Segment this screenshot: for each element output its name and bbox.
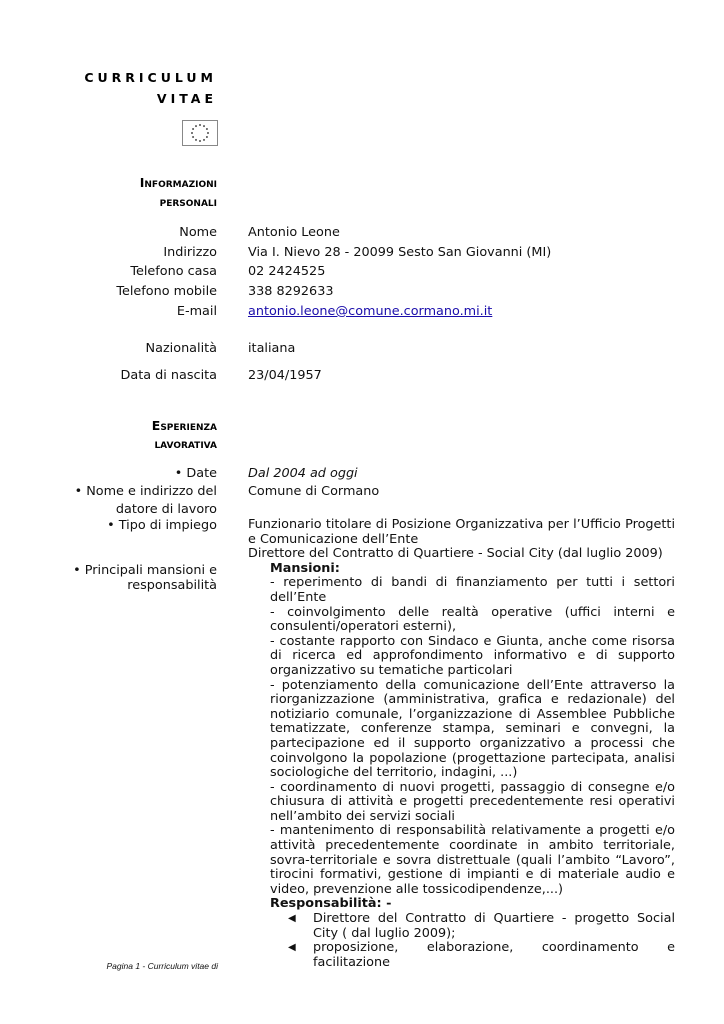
value-telefono-mobile: 338 8292633 (248, 284, 334, 299)
section-title-personal-2: personali (159, 194, 217, 209)
label-indirizzo: Indirizzo (163, 245, 217, 260)
value-data-nascita: 23/04/1957 (248, 368, 322, 383)
cv-title-line1: CURRICULUM (84, 70, 217, 85)
label-nazionalita: Nazionalità (145, 341, 217, 356)
label-nome: Nome (179, 225, 217, 240)
value-nazionalita: italiana (248, 341, 296, 356)
mansioni-item: - mantenimento di responsabilità relativamente a progetti e/o attività precedentemente coordinate in ambito territoriale, sovra-territoriale e sovra distrettuale (quali l’ambito “Lavoro”, tirocini formativi, gestione di impianti e di materiale audio e video, prevenzione alle tossicodipendenze,...) (270, 823, 675, 897)
responsabilita-text: proposizione, elaborazione, coordinamento e facilitazione (313, 940, 675, 970)
mansioni-item: - coordinamento di nuovi progetti, passaggio di consegne e/o chiusura di attività e progetti precedentemente resi operativi nell’ambito dei servizi sociali (270, 779, 675, 824)
label-duties-1: • Principali mansioni e (73, 563, 217, 578)
left-triangle-bullet-icon: ◀ (288, 942, 296, 954)
label-telefono-mobile: Telefono mobile (116, 284, 217, 299)
mansioni-heading: Mansioni: (270, 560, 340, 576)
section-title-personal-1: Informazioni (139, 175, 217, 190)
section-title-experience-1: Esperienza (151, 418, 217, 433)
label-employer-1: • Nome e indirizzo del (74, 484, 217, 499)
responsabilita-list (288, 912, 675, 970)
value-date: Dal 2004 ad oggi (248, 466, 358, 481)
email-link[interactable]: antonio.leone@comune.cormano.mi.it (248, 304, 493, 319)
responsabilita-item (288, 912, 675, 941)
eu-flag-icon (182, 120, 218, 146)
value-nome: Antonio Leone (248, 225, 340, 240)
label-date: • Date (174, 466, 217, 481)
responsabilita-text: Direttore del Contratto di Quartiere - progetto Social City ( dal luglio 2009); (313, 911, 675, 941)
director-line: Direttore del Contratto di Quartiere - Social City (dal luglio 2009) (248, 546, 663, 562)
cv-title-line2: VITAE (156, 91, 217, 106)
responsabilita-heading: Responsabilità: - (270, 896, 392, 912)
label-data-nascita: Data di nascita (120, 368, 217, 383)
label-duties-2: responsabilità (127, 578, 217, 593)
value-type: Funzionario titolare di Posizione Organizzativa per l’Ufficio Progetti e Comunicazione dell’Ente (248, 517, 675, 547)
value-indirizzo: Via I. Nievo 28 - 20099 Sesto San Giovanni (MI) (248, 245, 552, 260)
label-type: • Tipo di impiego (107, 518, 217, 533)
section-title-experience-2: lavorativa (154, 436, 217, 451)
experience-body (248, 518, 675, 970)
mansioni-item: - potenziamento della comunicazione dell’Ente attraverso la riorganizzazione (amministrativa, grafica e redazionale) del notiziario comunale, l’organizzazione di Assemblee Pubbliche tematizzate, conferenze stampa, seminari e convegni, la partecipazione ed il supporto organizzativo a processi che coinvolgono la popolazione (progettazione partecipata, analisi sociologiche del territorio, indagini, ...) (270, 677, 675, 781)
responsabilita-item (288, 941, 675, 970)
label-employer-2: datore di lavoro (115, 502, 217, 517)
label-email: E-mail (176, 304, 217, 319)
left-triangle-bullet-icon: ◀ (288, 913, 296, 925)
label-telefono-casa: Telefono casa (130, 264, 217, 279)
mansioni-item: - coinvolgimento delle realtà operative (uffici interni e consulenti/operatori esterni), (270, 604, 675, 635)
page-footer: Pagina 1 - Curriculum vitae di (106, 961, 218, 971)
mansioni-item: - reperimento di bandi di finanziamento per tutti i settori dell’Ente (270, 575, 675, 605)
value-telefono-casa: 02 2424525 (248, 264, 326, 279)
value-employer: Comune di Cormano (248, 484, 380, 499)
mansioni-item: - costante rapporto con Sindaco e Giunta, anche come risorsa di ricerca ed approfondimento informativo e di supporto organizzativo su tematiche particolari (270, 633, 675, 678)
